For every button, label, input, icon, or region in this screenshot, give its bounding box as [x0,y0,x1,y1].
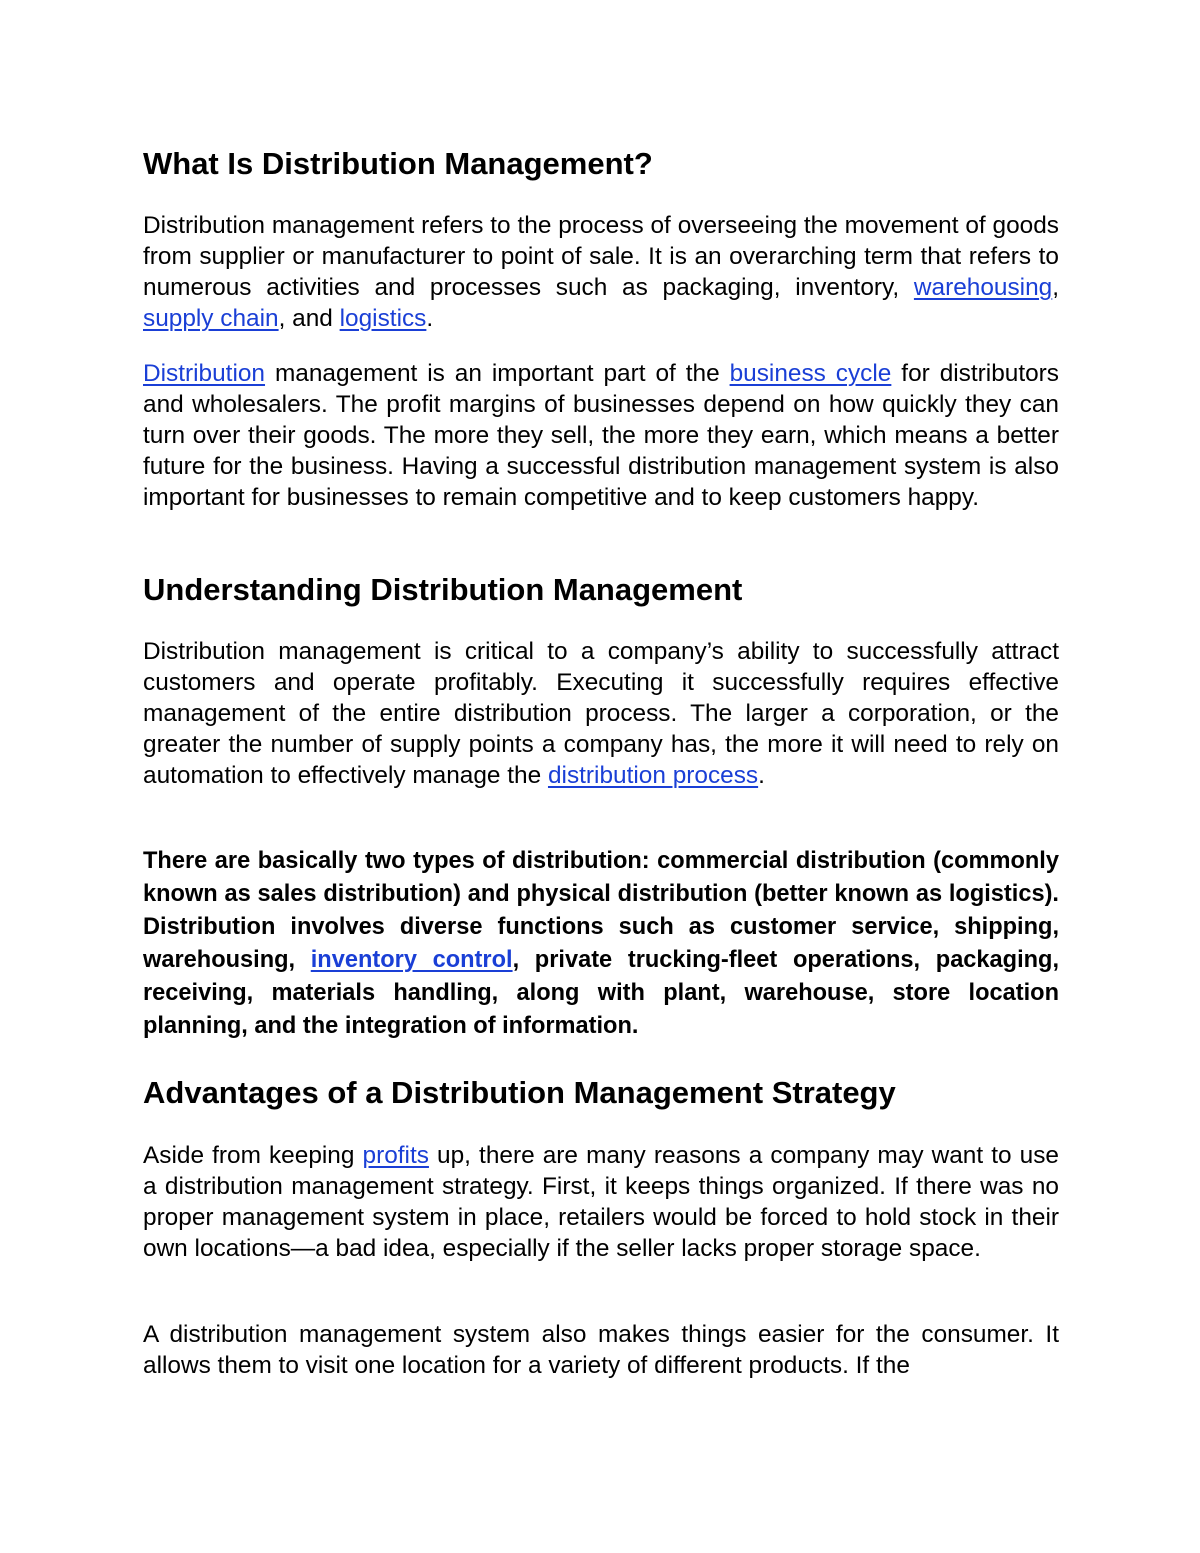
text-span: There are basically two types of distribution: commercial distribution (commonly known as sales distribution) and physical distribution (better known as logistics). Distribution involves diverse functions such as customer service, shipping, warehousing, [143,848,1059,973]
text-span: . [758,762,765,789]
text-span: Distribution management refers to the process of overseeing the movement of goods from supplier or manufacturer to point of sale. It is an overarching term that refers to numerous activities and processes such as packaging, inventory, [143,212,1059,301]
text-span: , private trucking-fleet operations, packaging, receiving, materials handling, along with plant, warehouse, store location planning, and the integration of information. [143,947,1060,1039]
text-span: management is an important part of the [265,360,730,387]
paragraph-consumer-benefits [143,1319,1059,1381]
text-span: for distributors and wholesalers. The profit margins of businesses depend on how quickly they can turn over their goods. The more they sell, the more they earn, which means a better future for the business. Having a successful distribution management system is also important for businesses to remain competitive and to keep customers happy. [143,360,1059,511]
paragraph-aside-from-profits [143,1140,1059,1264]
text-span: Distribution management is critical to a company’s ability to successfully attract customers and operate profitably. Executing it successfully requires effective management of the entire distribution process. The larger a corporation, or the greater the number of supply points a company has, the more it will need to rely on automation to effectively manage the [143,638,1059,789]
text-span: A distribution management system also makes things easier for the consumer. It allows them to visit one location for a variety of different products. If the [143,1321,1059,1379]
link-supply-chain[interactable]: supply chain [143,305,279,332]
text-span: . [426,305,434,332]
text-span: , and [278,305,340,332]
link-warehousing[interactable]: warehousing [913,274,1053,301]
heading-advantages-of-strategy: Advantages of a Distribution Management Strategy [143,1075,896,1110]
paragraph-critical-ability [143,636,1059,791]
link-inventory-control[interactable]: inventory control [310,947,513,973]
link-profits[interactable]: profits [362,1142,429,1169]
paragraph-definition [143,210,1059,334]
link-distribution[interactable]: Distribution [143,360,266,387]
text-span: up, there are many reasons a company may want to use a distribution management strategy. First, it keeps things organized. If there was no proper management system in place, retailers would be forced to hold stock in their own locations—a bad idea, especially if the seller lacks proper storage space. [143,1142,1059,1262]
link-logistics[interactable]: logistics [339,305,427,332]
text-span: , [1052,274,1059,301]
link-business-cycle[interactable]: business cycle [729,360,892,387]
paragraph-importance [143,358,1059,513]
link-distribution-process[interactable]: distribution process [547,762,759,789]
text-span: Aside from keeping [143,1142,363,1169]
heading-understanding-distribution-management: Understanding Distribution Management [143,572,743,607]
paragraph-types-of-distribution [143,845,1059,1043]
heading-what-is-distribution-management: What Is Distribution Management? [143,146,653,181]
